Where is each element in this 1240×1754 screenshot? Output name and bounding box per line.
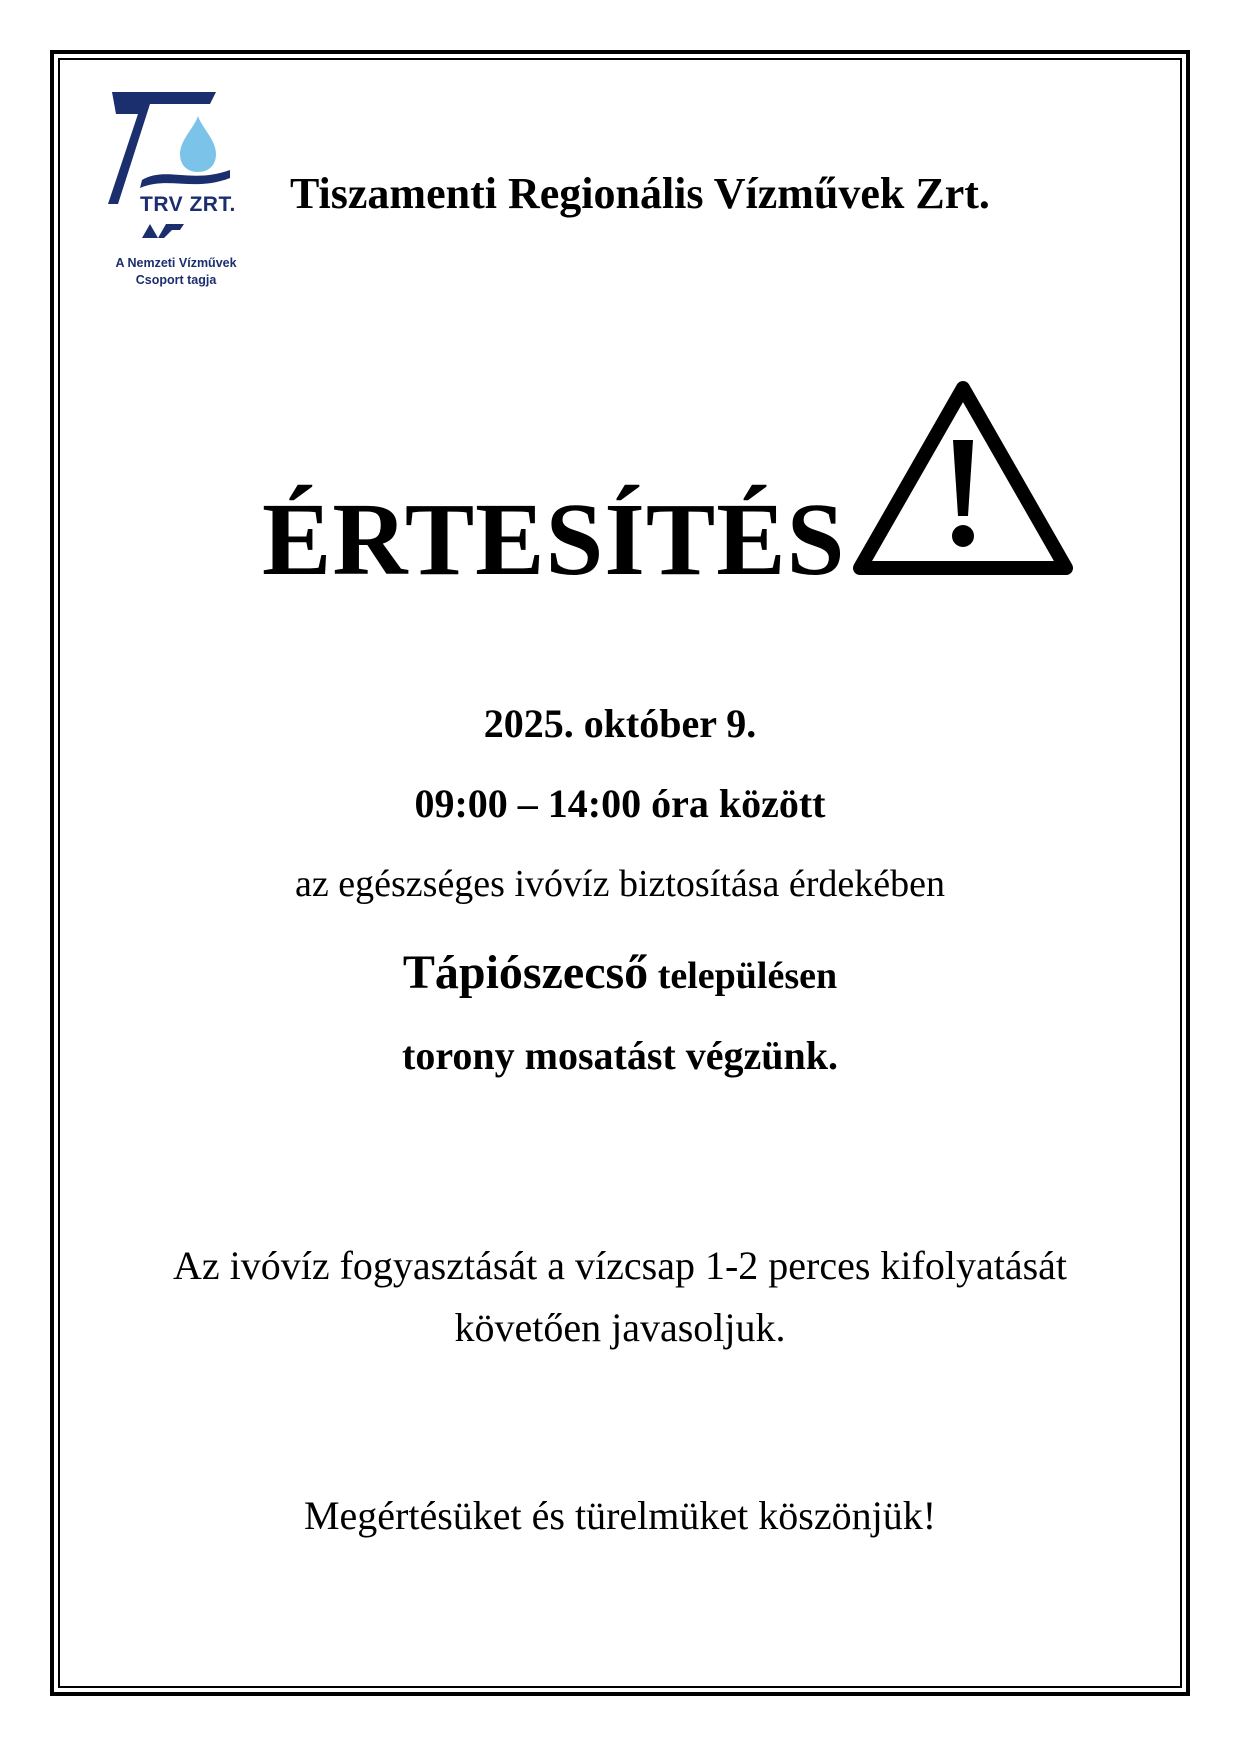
thanks-text: Megértésüket és türelmüket köszönjük!: [303, 1493, 937, 1538]
logo-group-text: [106, 255, 246, 289]
notice-title: ÉRTESÍTÉS: [262, 482, 846, 597]
logo-group-line-2: Csoport tagja: [135, 273, 217, 287]
notice-settlement: [58, 945, 1182, 1000]
advice-text: [58, 1235, 1182, 1359]
notice-action: torony mosatást végzünk.: [402, 1033, 838, 1078]
notice-date: 2025. október 9.: [483, 701, 757, 746]
notice-time: 09:00 – 14:00 óra között: [414, 781, 826, 826]
logo-group-line-1: A Nemzeti Vízművek: [115, 256, 237, 270]
advice-line-2: követően javasoljuk.: [454, 1305, 786, 1350]
notice-purpose: az egészséges ivóvíz biztosítása érdekében: [295, 863, 945, 905]
advice-line-1: Az ivóvíz fogyasztását a vízcsap 1-2 perces kifolyatását: [172, 1243, 1068, 1288]
warning-triangle-icon: [850, 378, 1076, 578]
logo-brand-text: TRV ZRT.: [140, 193, 236, 216]
company-name: Tiszamenti Regionális Vízművek Zrt.: [290, 169, 990, 218]
settlement-suffix: településen: [657, 955, 838, 997]
settlement-name: Tápiószecső: [402, 946, 649, 999]
